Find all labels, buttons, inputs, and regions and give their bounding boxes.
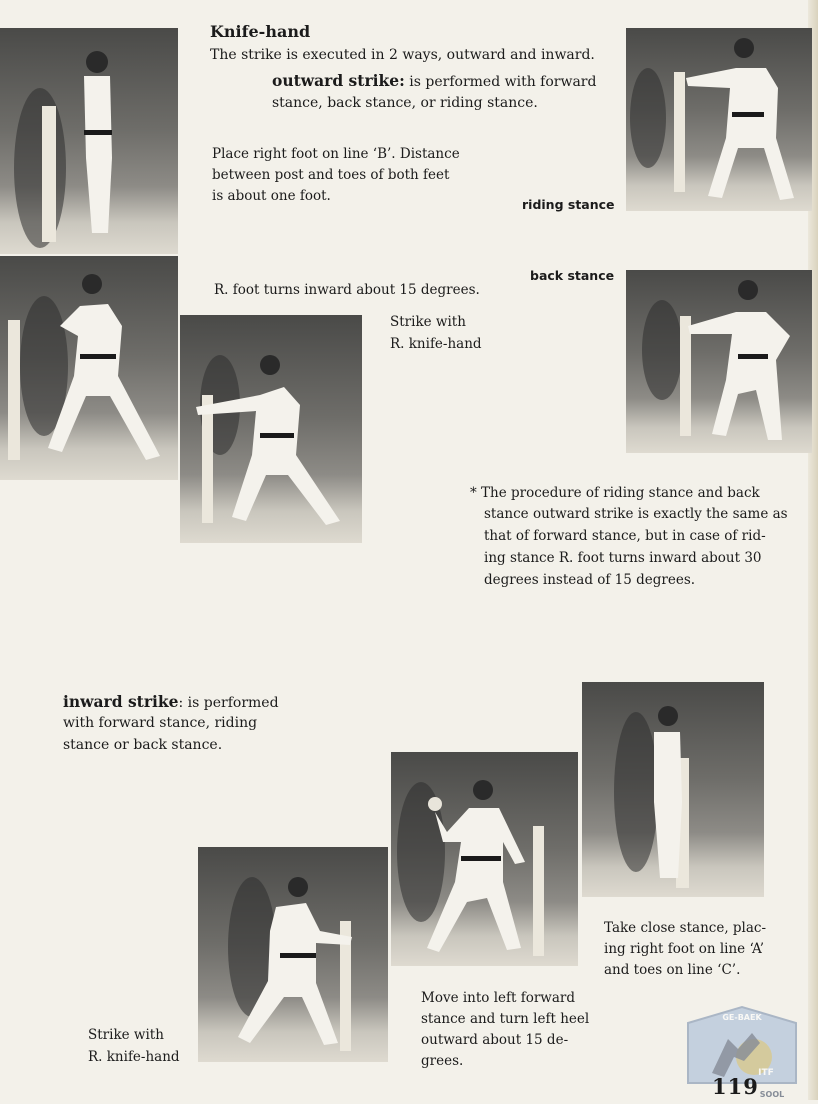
logo-top-text: GE-BAEK	[722, 1013, 762, 1022]
instr-strike2-1: Strike with	[88, 1027, 164, 1043]
instr-move-1: Move into left forward	[421, 990, 576, 1006]
label-riding-stance: riding stance	[522, 197, 615, 212]
note-line-1: * The procedure of riding stance and back	[470, 485, 760, 501]
note-line-5: degrees instead of 15 degrees.	[484, 572, 696, 588]
logo-middle-text: ITF	[758, 1068, 774, 1078]
instr-move-2: stance and turn left heel	[421, 1011, 590, 1027]
instr-close-3: and toes on line ‘C’.	[604, 962, 741, 978]
instr-turn: R. foot turns inward about 15 degrees.	[214, 282, 480, 298]
instr-close-2: ing right foot on line ‘A’	[604, 941, 765, 957]
instr-place-3: is about one foot.	[212, 188, 331, 204]
photo-back-stance	[626, 270, 812, 453]
logo-bottom-text: SOOL	[759, 1090, 785, 1099]
intro-text: The strike is executed in 2 ways, outward and inward.	[210, 47, 595, 63]
instr-place-1: Place right foot on line ‘B’. Distance	[212, 146, 460, 162]
instr-strike2-2: R. knife-hand	[88, 1049, 180, 1065]
inward-heading: inward strike	[63, 692, 179, 711]
inward-line1	[63, 691, 279, 714]
outward-line1-text: is performed with forward	[404, 74, 597, 90]
page-number: 119	[712, 1074, 759, 1099]
label-back-stance: back stance	[530, 268, 615, 283]
instr-move-4: grees.	[421, 1053, 464, 1069]
photo-riding-stance	[626, 28, 812, 211]
outward-line1	[272, 70, 596, 93]
outward-heading: outward strike:	[272, 71, 405, 90]
photo-chamber	[0, 256, 178, 480]
photo-inward-chamber	[391, 752, 578, 966]
page-title: Knife-hand	[210, 22, 311, 41]
photo-inward-strike	[198, 847, 388, 1062]
note-line-3: that of forward stance, but in case of rid-	[484, 528, 766, 544]
outward-line2: stance, back stance, or riding stance.	[272, 95, 538, 111]
note-line-2: stance outward strike is exactly the same as	[484, 506, 788, 522]
photo-outward-strike	[180, 315, 362, 543]
inward-line3: stance or back stance.	[63, 737, 223, 753]
inward-line2: with forward stance, riding	[63, 715, 258, 731]
inward-line1-text: : is performed	[178, 695, 279, 711]
instr-close-1: Take close stance, plac-	[604, 920, 767, 936]
note-line-4: ing stance R. foot turns inward about 30	[484, 550, 762, 566]
photo-ready-stance	[0, 28, 178, 254]
instr-strike1-1: Strike with	[390, 314, 466, 330]
photo-close-stance	[582, 682, 764, 897]
instr-place-2: between post and toes of both feet	[212, 167, 450, 183]
instr-strike1-2: R. knife-hand	[390, 336, 482, 352]
instr-move-3: outward about 15 de-	[421, 1032, 569, 1048]
